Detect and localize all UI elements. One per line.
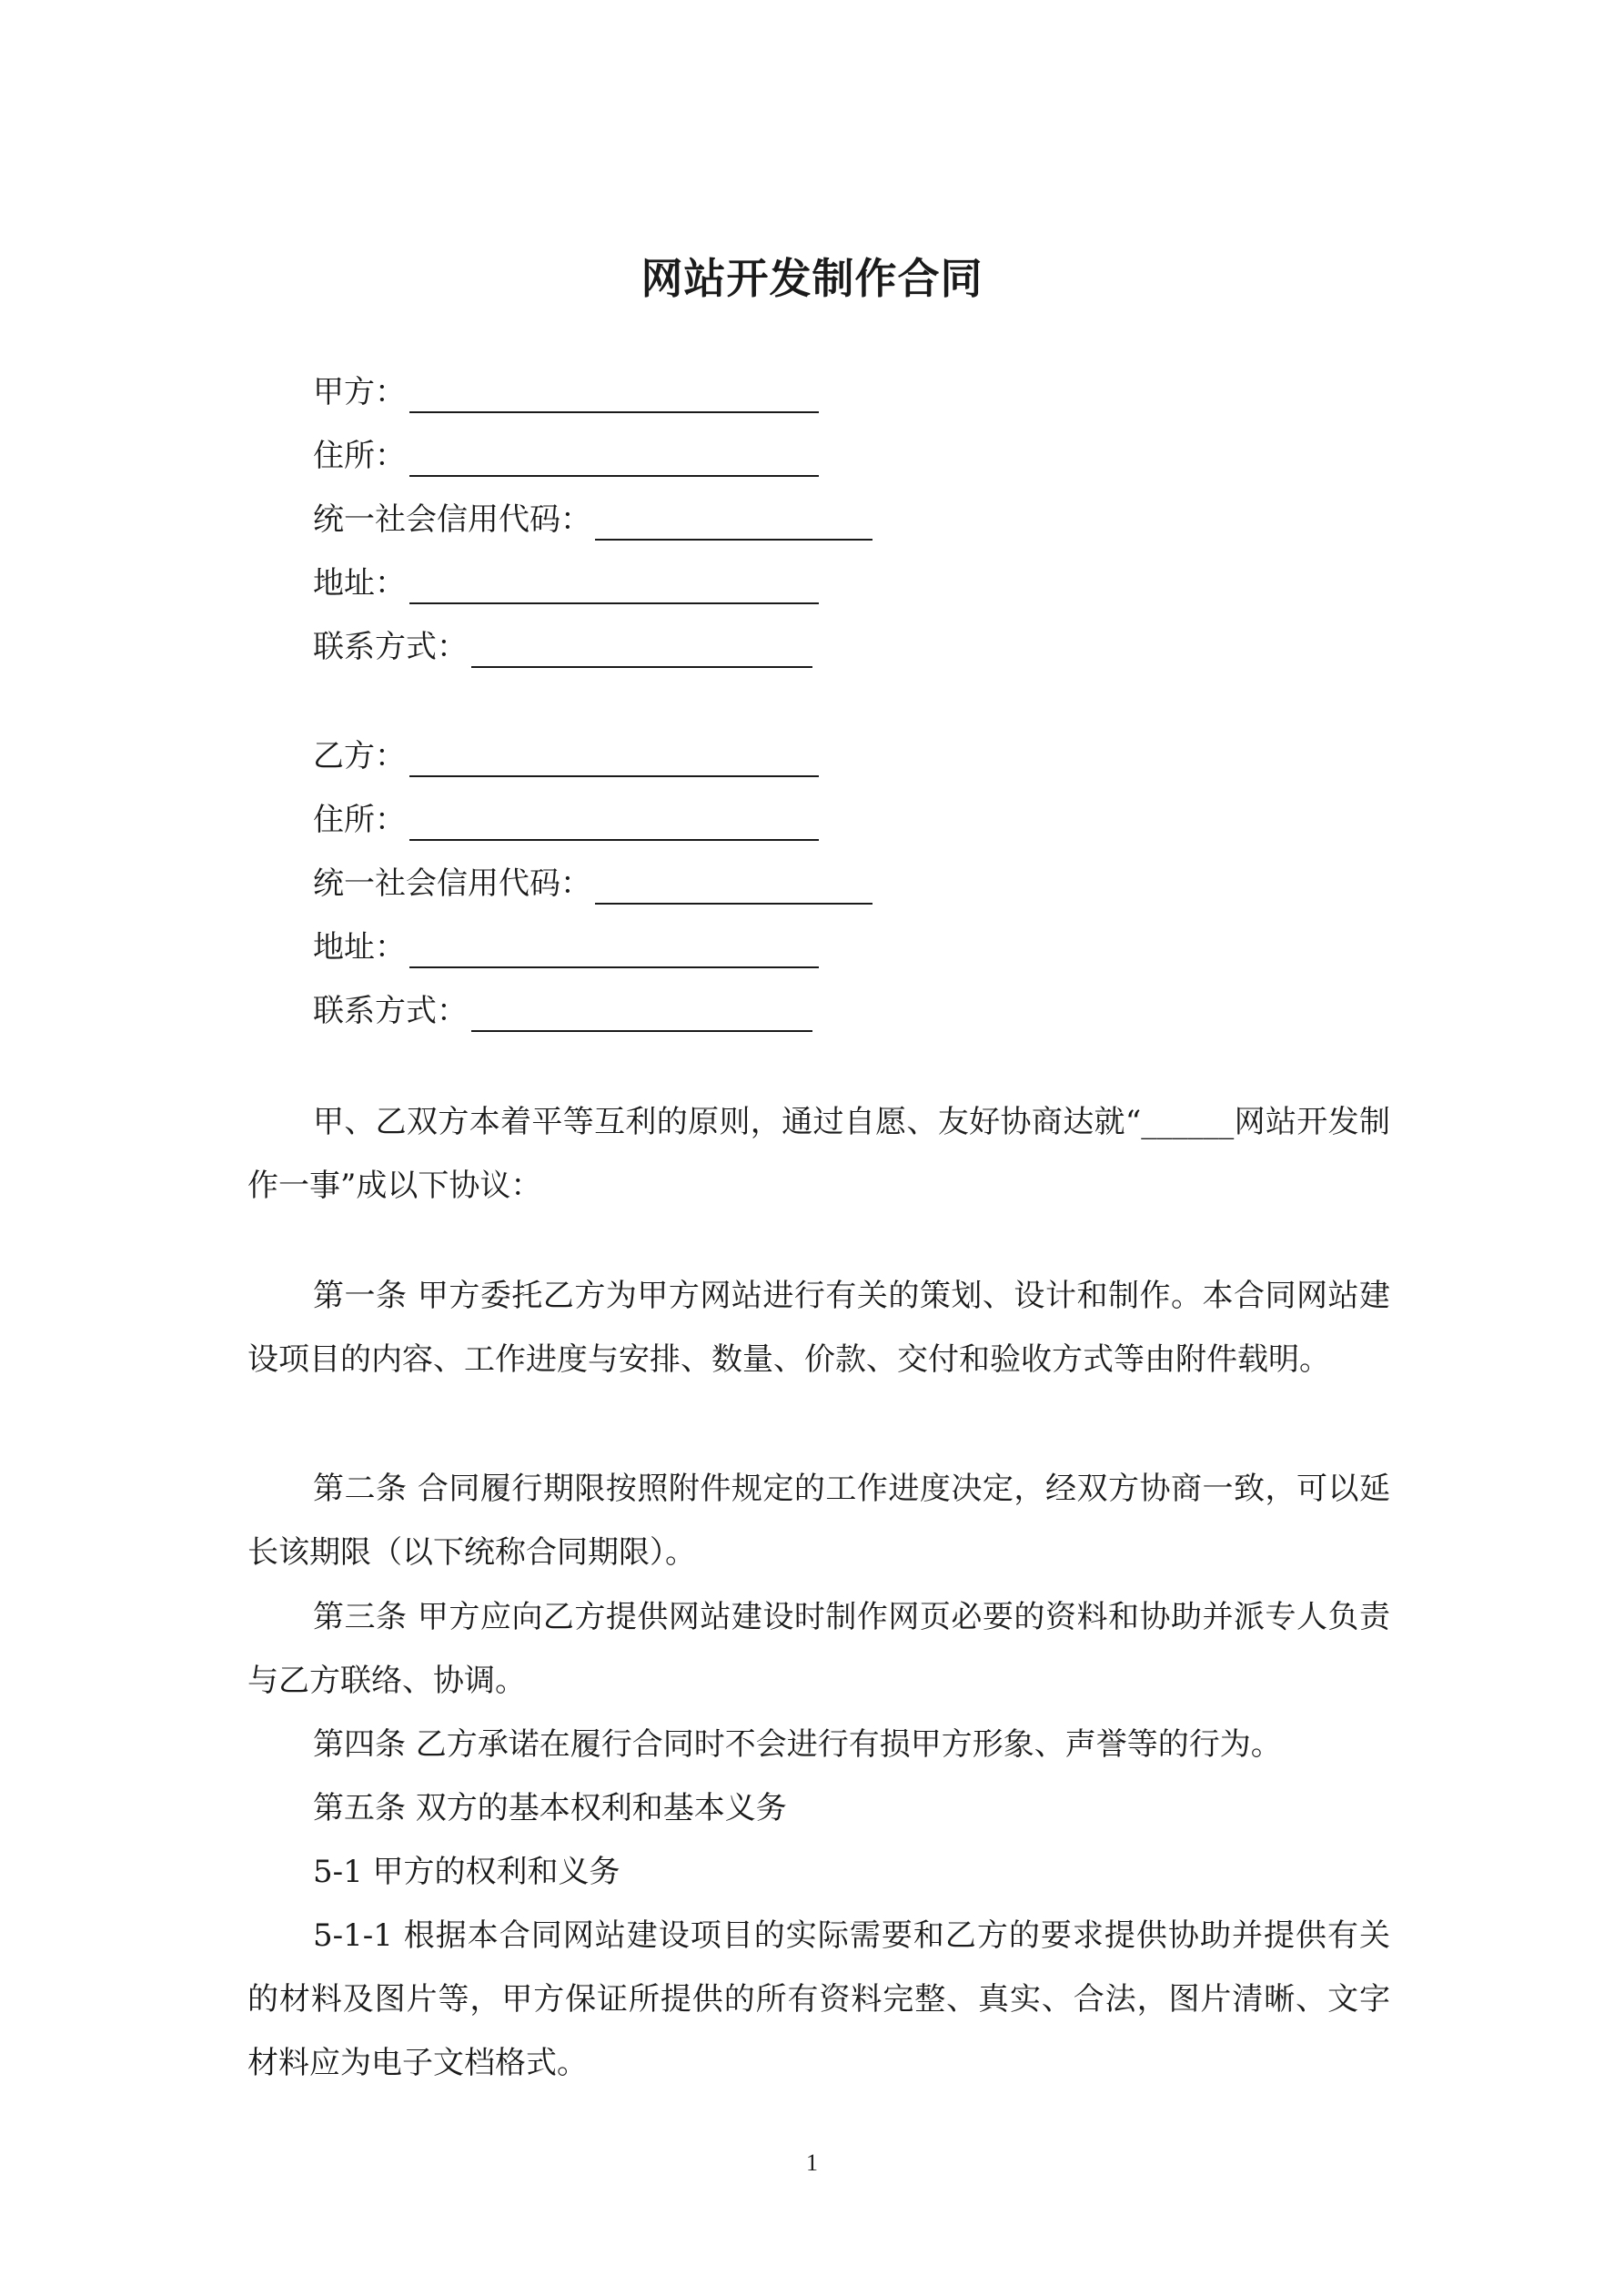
party-b-contact-blank xyxy=(471,999,812,1032)
party-a-credit-code-row xyxy=(313,499,873,541)
party-a-credit-code-label: 统一社会信用代码： xyxy=(313,501,591,538)
document-title: 网站开发制作合同 xyxy=(641,254,983,303)
party-a-credit-code-blank xyxy=(595,508,873,541)
article-4-paragraph: 第四条 乙方承诺在履行合同时不会进行有损甲方形象、声誉等的行为。 xyxy=(313,1726,1282,1763)
party-b-name-row xyxy=(313,735,819,777)
party-a-name-blank xyxy=(409,380,819,413)
section-5-1-1-paragraph: 5-1-1 根据本合同网站建设项目的实际需要和乙方的要求提供协助并提供有关的材料及图片等，甲方保证所提供的所有资料完整、真实、合法，图片清晰、文字材料应为电子文档格式。 xyxy=(247,1917,1390,2081)
party-a-contact-blank xyxy=(471,635,812,668)
party-a-address-row xyxy=(313,562,819,604)
party-a-residence-label: 住所： xyxy=(313,438,406,474)
article-2-paragraph: 第二条 合同履行期限按照附件规定的工作进度决定，经双方协商一致，可以延长该期限（以下统称合同期限）。 xyxy=(247,1471,1390,1571)
party-a-address-blank xyxy=(409,571,819,604)
party-b-residence-row xyxy=(313,799,819,841)
party-b-address-blank xyxy=(409,936,819,968)
party-b-address-row xyxy=(313,926,819,968)
party-a-name-row xyxy=(313,371,819,413)
preamble-paragraph: 甲、乙双方本着平等互利的原则，通过自愿、友好协商达就“______网站开发制作一事”成以下协议： xyxy=(247,1104,1390,1204)
party-b-credit-code-label: 统一社会信用代码： xyxy=(313,865,591,902)
party-b-address-label: 地址： xyxy=(313,929,406,966)
party-a-residence-blank xyxy=(409,444,819,477)
party-a-contact-row xyxy=(313,626,812,668)
article-5-paragraph: 第五条 双方的基本权利和基本义务 xyxy=(313,1790,787,1826)
party-b-credit-code-row xyxy=(313,863,873,905)
page-number: 1 xyxy=(806,2149,818,2176)
article-3-paragraph: 第三条 甲方应向乙方提供网站建设时制作网页必要的资料和协助并派专人负责与乙方联络、协调。 xyxy=(247,1599,1390,1699)
party-b-name-blank xyxy=(409,744,819,777)
party-b-residence-label: 住所： xyxy=(313,802,406,838)
party-b-credit-code-blank xyxy=(595,872,873,905)
section-5-1-heading: 5-1 甲方的权利和义务 xyxy=(313,1854,620,1890)
party-a-contact-label: 联系方式： xyxy=(313,629,468,665)
party-b-name-label: 乙方： xyxy=(313,738,406,774)
party-a-residence-row xyxy=(313,435,819,477)
party-a-address-label: 地址： xyxy=(313,565,406,602)
party-b-contact-label: 联系方式： xyxy=(313,993,468,1029)
party-a-name-label: 甲方： xyxy=(313,374,406,410)
article-1-paragraph: 第一条 甲方委托乙方为甲方网站进行有关的策划、设计和制作。本合同网站建设项目的内容、工作进度与安排、数量、价款、交付和验收方式等由附件载明。 xyxy=(247,1278,1390,1378)
party-b-residence-blank xyxy=(409,808,819,841)
party-b-contact-row xyxy=(313,990,812,1032)
